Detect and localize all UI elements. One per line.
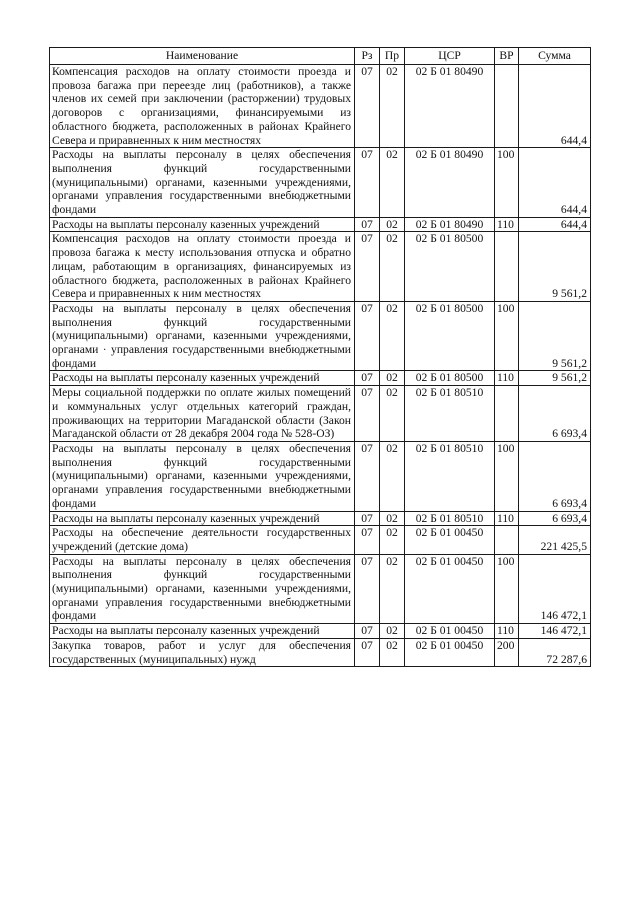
row-name: Расходы на обеспечение деятельности государственных учреждений (детские дома) (50, 526, 355, 554)
row-sum: 9 561,2 (519, 371, 591, 386)
row-name: Расходы на выплаты персоналу в целях обеспечения выполнения функций государственными (муниципальными) органами, казенными учреждениями, органами управления государственными внебюджетными фондами (50, 148, 355, 218)
table-row (50, 65, 591, 148)
row-pr: 02 (380, 148, 405, 218)
row-sum: 146 472,1 (519, 624, 591, 639)
row-sum: 644,4 (519, 148, 591, 218)
row-name: Расходы на выплаты персоналу казенных учреждений (50, 511, 355, 526)
table-row (50, 511, 591, 526)
row-csr: 02 Б 01 80490 (405, 65, 495, 148)
table-header (50, 48, 591, 65)
row-pr: 02 (380, 65, 405, 148)
row-rz: 07 (355, 232, 380, 302)
row-vr: 110 (495, 511, 519, 526)
row-name: Закупка товаров, работ и услуг для обеспечения государственных (муниципальных) нужд (50, 638, 355, 666)
row-vr: 100 (495, 301, 519, 371)
row-rz: 07 (355, 65, 380, 148)
row-pr: 02 (380, 217, 405, 232)
row-sum: 221 425,5 (519, 526, 591, 554)
row-name: Расходы на выплаты персоналу в целях обеспечения выполнения функций государственными (муниципальными) органами, казенными учреждениями, органами · управления государственными внебюджетными фондами (50, 301, 355, 371)
row-name: Расходы на выплаты персоналу в целях обеспечения выполнения функций государственными (муниципальными) органами, казенными учреждениями, органами управления государственными внебюджетными фондами (50, 554, 355, 624)
row-csr: 02 Б 01 80500 (405, 371, 495, 386)
row-name: Компенсация расходов на оплату стоимости проезда и провоза багажа к месту использования отпуска и обратно лицам, работающим в организациях, финансируемых из областного бюджета, расположенных в районах Крайнего Севера и приравненных к ним местностях (50, 232, 355, 302)
row-sum: 72 287,6 (519, 638, 591, 666)
row-vr: 110 (495, 371, 519, 386)
table-row (50, 638, 591, 666)
header-row (50, 48, 591, 65)
row-csr: 02 Б 01 80510 (405, 441, 495, 511)
header-rz: Рз (355, 48, 380, 65)
table-row (50, 371, 591, 386)
table-body (50, 65, 591, 667)
row-vr: 100 (495, 441, 519, 511)
row-csr: 02 Б 01 80490 (405, 217, 495, 232)
table-row (50, 301, 591, 371)
row-name: Расходы на выплаты персоналу казенных учреждений (50, 217, 355, 232)
header-vr: ВР (495, 48, 519, 65)
row-sum: 644,4 (519, 217, 591, 232)
row-name: Расходы на выплаты персоналу казенных учреждений (50, 624, 355, 639)
budget-expenditure-table (49, 47, 591, 667)
row-csr: 02 Б 01 80500 (405, 301, 495, 371)
row-pr: 02 (380, 386, 405, 442)
table-row (50, 217, 591, 232)
table-row (50, 526, 591, 554)
row-rz: 07 (355, 554, 380, 624)
row-rz: 07 (355, 526, 380, 554)
row-rz: 07 (355, 624, 380, 639)
row-csr: 02 Б 01 80490 (405, 148, 495, 218)
row-name: Меры социальной поддержки по оплате жилых помещений и коммунальных услуг отдельных категорий граждан, проживающих на территории Магаданской области (Закон Магаданской области от 28 декабря 2004 года № 528-ОЗ) (50, 386, 355, 442)
row-pr: 02 (380, 301, 405, 371)
row-vr: 100 (495, 148, 519, 218)
row-rz: 07 (355, 217, 380, 232)
row-rz: 07 (355, 441, 380, 511)
row-csr: 02 Б 01 00450 (405, 638, 495, 666)
row-vr (495, 65, 519, 148)
table-row (50, 441, 591, 511)
row-sum: 9 561,2 (519, 301, 591, 371)
row-sum: 6 693,4 (519, 511, 591, 526)
table-row (50, 624, 591, 639)
row-pr: 02 (380, 624, 405, 639)
table-row (50, 386, 591, 442)
row-name: Расходы на выплаты персоналу в целях обеспечения выполнения функций государственными (муниципальными) органами, казенными учреждениями, органами управления государственными внебюджетными фондами (50, 441, 355, 511)
header-csr: ЦСР (405, 48, 495, 65)
row-csr: 02 Б 01 80510 (405, 386, 495, 442)
header-pr: Пр (380, 48, 405, 65)
table-row (50, 232, 591, 302)
row-pr: 02 (380, 232, 405, 302)
row-rz: 07 (355, 511, 380, 526)
row-rz: 07 (355, 386, 380, 442)
row-vr: 110 (495, 624, 519, 639)
row-pr: 02 (380, 526, 405, 554)
row-vr (495, 386, 519, 442)
row-sum: 6 693,4 (519, 441, 591, 511)
row-pr: 02 (380, 441, 405, 511)
table-row (50, 554, 591, 624)
row-pr: 02 (380, 511, 405, 526)
row-vr (495, 232, 519, 302)
row-vr (495, 526, 519, 554)
row-csr: 02 Б 01 80510 (405, 511, 495, 526)
row-sum: 644,4 (519, 65, 591, 148)
row-vr: 110 (495, 217, 519, 232)
row-pr: 02 (380, 371, 405, 386)
row-rz: 07 (355, 638, 380, 666)
row-csr: 02 Б 01 00450 (405, 554, 495, 624)
row-sum: 9 561,2 (519, 232, 591, 302)
row-vr: 100 (495, 554, 519, 624)
row-rz: 07 (355, 301, 380, 371)
table-row (50, 148, 591, 218)
row-pr: 02 (380, 554, 405, 624)
row-csr: 02 Б 01 00450 (405, 526, 495, 554)
header-sum: Сумма (519, 48, 591, 65)
header-name: Наименование (50, 48, 355, 65)
row-name: Расходы на выплаты персоналу казенных учреждений (50, 371, 355, 386)
row-sum: 146 472,1 (519, 554, 591, 624)
row-name: Компенсация расходов на оплату стоимости проезда и провоза багажа при переезде лиц (работников), а также членов их семей при заключении (расторжении) трудовых договоров с организациями, финансируемыми из областного бюджета, расположенных в районах Крайнего Севера и приравненных к ним местностях (50, 65, 355, 148)
row-pr: 02 (380, 638, 405, 666)
row-csr: 02 Б 01 80500 (405, 232, 495, 302)
row-sum: 6 693,4 (519, 386, 591, 442)
row-rz: 07 (355, 371, 380, 386)
row-rz: 07 (355, 148, 380, 218)
row-vr: 200 (495, 638, 519, 666)
row-csr: 02 Б 01 00450 (405, 624, 495, 639)
